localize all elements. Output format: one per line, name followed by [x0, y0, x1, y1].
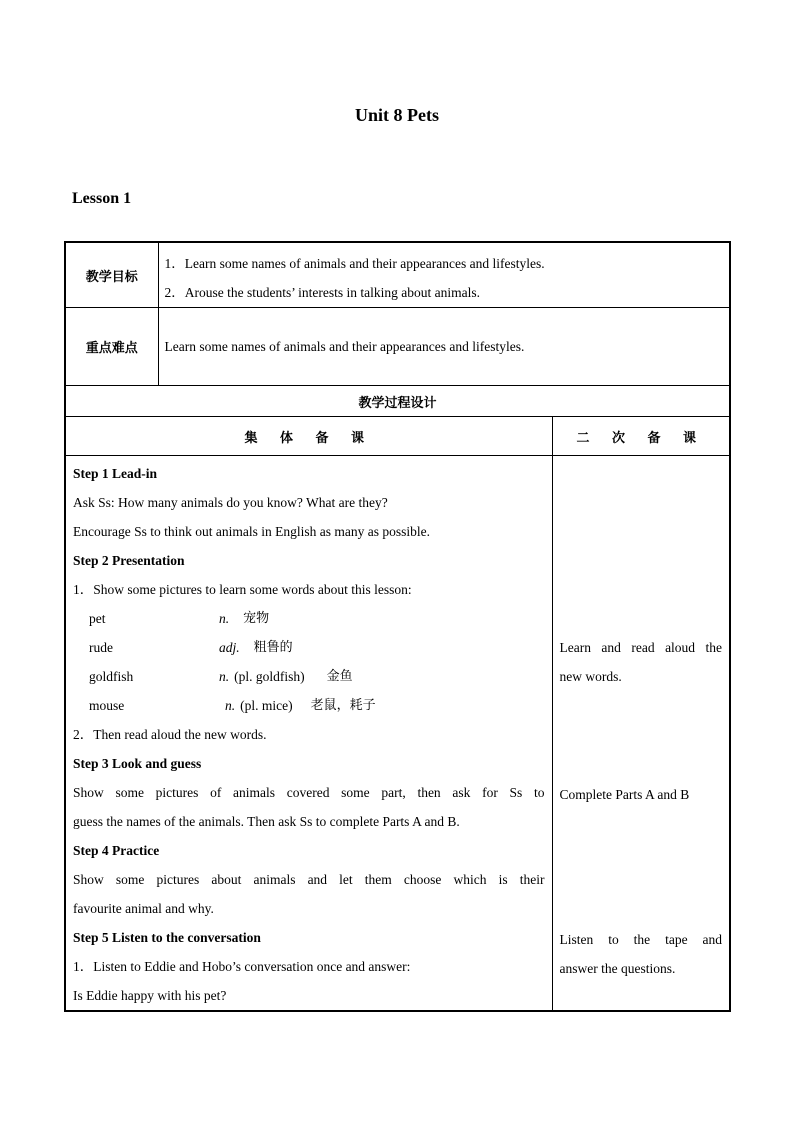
key-points-row — [65, 308, 730, 386]
page-title: Unit 8 Pets — [355, 105, 439, 125]
vocab-item — [73, 691, 545, 720]
objectives-content — [158, 242, 730, 308]
key-points-text: Learn some names of animals and their appearances and lifestyles. — [164, 338, 525, 354]
vocab-meaning: 老鼠，耗子 — [310, 698, 376, 713]
vocab-meaning: 宠物 — [243, 611, 270, 626]
vocab-meaning: 金鱼 — [326, 669, 353, 684]
step-4-title: Step 4 Practice — [73, 843, 160, 858]
process-heading: 教学过程设计 — [65, 386, 730, 417]
step-3-line: guess the names of the animals. Then ask Ss to complete Parts A and B. — [73, 814, 460, 829]
lesson-plan-table — [64, 241, 731, 1012]
step-3-title: Step 3 Look and guess — [73, 756, 202, 771]
vocab-pos: n. — [225, 698, 236, 713]
col-left-header-text: 集 体 备 课 — [244, 430, 374, 446]
process-heading-row — [65, 386, 730, 417]
step-1-line: Encourage Ss to think out animals in English as many as possible. — [73, 524, 430, 539]
step-1-title: Step 1 Lead-in — [73, 466, 158, 481]
note-line: Complete Parts A and B — [559, 787, 690, 802]
note-line: new words. — [559, 669, 622, 684]
secondary-plan-cell — [552, 456, 730, 1012]
vocab-pos: n. — [219, 611, 230, 626]
vocab-pos: n. — [219, 669, 230, 684]
objective-item: 2．Arouse the students’ interests in talking about animals. — [164, 285, 480, 300]
step-5-line: 1．Listen to Eddie and Hobo’s conversation once and answer: — [73, 959, 411, 974]
process-body-row — [65, 456, 730, 1012]
note-line: Listen to the tape and — [559, 932, 723, 947]
lesson-heading: Lesson 1 — [72, 190, 132, 207]
step-4-line: Show some pictures about animals and let them choose which is their — [73, 872, 545, 887]
key-points-label: 重点难点 — [65, 308, 158, 386]
column-header-row — [65, 417, 730, 456]
step-2-title: Step 2 Presentation — [73, 553, 185, 568]
key-points-content — [158, 308, 730, 386]
objectives-label: 教学目标 — [65, 242, 158, 308]
collective-plan-cell — [65, 456, 552, 1012]
vocab-extra: (pl. mice) — [240, 698, 293, 713]
col-left-header — [65, 417, 552, 456]
vocab-word: mouse — [89, 698, 125, 713]
step-1-line: Ask Ss: How many animals do you know? What are they? — [73, 495, 388, 510]
objective-item: 1．Learn some names of animals and their appearances and lifestyles. — [164, 256, 545, 271]
step-3-line: Show some pictures of animals covered some part, then ask for Ss to — [73, 785, 545, 800]
vocab-item — [73, 604, 545, 633]
note-line: answer the questions. — [559, 961, 676, 976]
vocab-word: pet — [89, 611, 106, 626]
col-right-header — [552, 417, 730, 456]
vocab-extra: (pl. goldfish) — [234, 669, 305, 684]
vocab-item — [73, 662, 545, 691]
step-2-line: 1．Show some pictures to learn some words about this lesson: — [73, 582, 412, 597]
step-5-line: Is Eddie happy with his pet? — [73, 988, 227, 1003]
note-line: Learn and read aloud the — [559, 640, 723, 655]
objectives-row — [65, 242, 730, 308]
vocab-meaning: 粗鲁的 — [253, 640, 293, 655]
step-5-title: Step 5 Listen to the conversation — [73, 930, 261, 945]
vocab-word: rude — [89, 640, 113, 655]
step-2-line: 2．Then read aloud the new words. — [73, 727, 267, 742]
vocab-word: goldfish — [89, 669, 134, 684]
step-4-line: favourite animal and why. — [73, 901, 214, 916]
vocab-item — [73, 633, 545, 662]
vocab-pos: adj. — [219, 640, 240, 655]
col-right-header-text: 二 次 备 课 — [576, 430, 706, 446]
